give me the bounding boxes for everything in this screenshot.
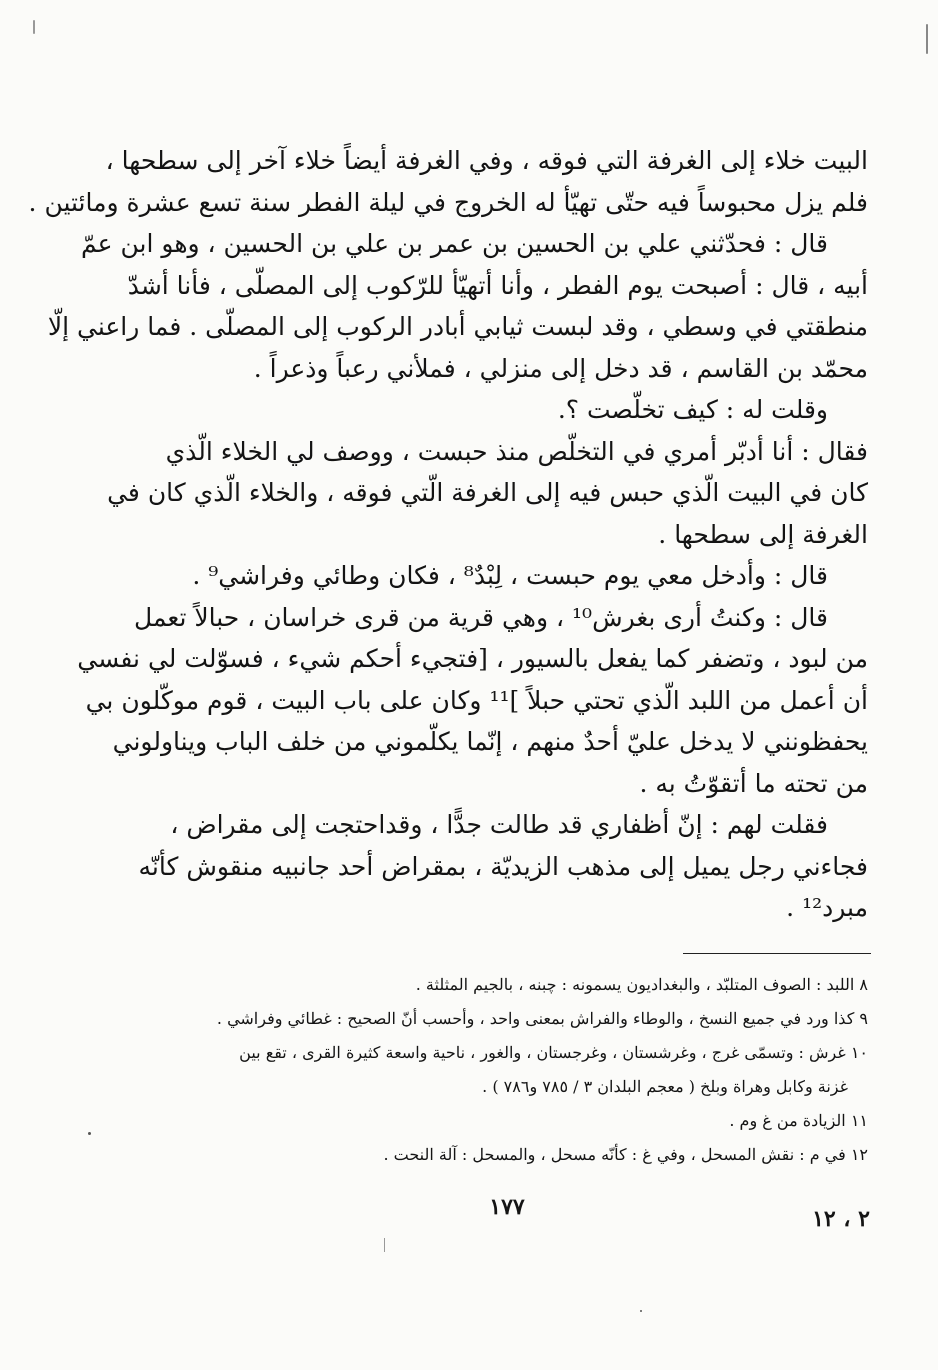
footnote-10: ١٠ غرش : وتسمّى غرج ، وغرشستان ، وغرجستان ، والغور ، ناحية واسعة كثيرة القرى ، تقع بين — [239, 1043, 868, 1062]
text-line-15: يحفظونني لا يدخل عليّ أحدٌ منهم ، إنّما يكلّموني من خلف الباب ويناولوني — [112, 727, 868, 756]
print-signature: ٢ ، ١٢ — [812, 1206, 870, 1232]
text-line-4: أبيه ، قال : أصبحت يوم الفطر ، وأنا أتهيّأ للرّكوب إلى المصلّى ، فأنا أشدّ — [127, 270, 868, 300]
text-line-2: فلم يزل محبوساً فيه حتّى تهيّأ له الخروج في ليلة الفطر سنة تسع عشرة ومائتين . — [28, 187, 868, 217]
text-line-10: الغرفة إلى سطحها . — [658, 519, 868, 549]
text-line-14: أن أعمل من اللبد الّذي تحتي حبلاً ]¹¹ وكان على باب البيت ، قوم موكّلون بي — [85, 685, 868, 715]
text-line-18: فجاءني رجل يميل إلى مذهب الزيديّة ، بمقراض أحد جانبيه منقوش كأنّه — [138, 851, 868, 881]
text-line-3: قال : فحدّثني علي بن الحسين بن عمر بن علي بن الحسين ، وهو ابن عمّ — [81, 229, 828, 258]
footnote-8: ٨ اللبد : الصوف المتلبّد ، والبغداديون يسمونه : چبنه ، بالجيم المثلثة . — [415, 975, 868, 994]
scan-speck — [88, 1132, 91, 1135]
footnote-separator — [683, 953, 871, 954]
page-number: ١٧٧ — [489, 1194, 525, 1220]
scan-speck — [384, 1238, 385, 1252]
text-line-1: البيت خلاء إلى الغرفة التي فوقه ، وفي الغرفة أيضاً خلاء آخر إلى سطحها ، — [105, 146, 868, 175]
text-line-19: مبرد¹² . — [786, 893, 868, 922]
text-line-13: من لبود ، وتضفر كما يفعل بالسيور ، [فتجيء أحكم شيء ، فسوّلت لي نفسي — [77, 644, 868, 673]
text-line-7: وقلت له : كيف تخلّصت ؟. — [557, 395, 828, 424]
footnote-11: ١١ الزيادة من غ وم . — [729, 1111, 868, 1130]
text-line-5: منطقتي في وسطي ، وقد لبست ثيابي أبادر الركوب إلى المصلّى . فما راعني إلّا — [47, 312, 868, 341]
text-line-6: محمّد بن القاسم ، قد دخل إلى منزلي ، فملأني رعباً وذعراً . — [253, 353, 868, 383]
footnote-9: ٩ كذا ورد في جميع النسخ ، والوطاء والفراش بمعنى واحد ، وأحسب أنّ الصحيح : غطائي وفراشي . — [216, 1009, 868, 1028]
footnote-12: ١٢ في م : نقش المسحل ، وفي غ : كأنّه مسحل ، والمسحل : آلة النحت . — [383, 1145, 868, 1164]
text-line-9: كان في البيت الّذي حبس فيه إلى الغرفة الّتي فوقه ، والخلاء الّذي كان في — [107, 478, 868, 507]
text-line-17: فقلت لهم : إنّ أظفاري قد طالت جدًّا ، وقداحتجت إلى مقراض ، — [170, 810, 828, 839]
text-line-11: قال : وأدخل معي يوم حبست ، لِبْدٌ⁸ ، فكان وطائي وفراشي⁹ . — [192, 561, 828, 590]
scan-speck — [33, 20, 35, 34]
text-line-12: قال : وكنتُ أرى بغرش¹⁰ ، وهي قرية من قرى خراسان ، حبالاً تعمل — [134, 602, 828, 632]
text-line-8: فقال : أنا أدبّر أمري في التخلّص منذ حبست ، ووصف لي الخلاء الّذي — [165, 436, 868, 466]
footnotes — [180, 968, 868, 1172]
scan-speck — [926, 24, 928, 54]
scan-speck — [640, 1310, 642, 1312]
text-line-16: من تحته ما أتقوّتُ به . — [639, 768, 868, 798]
footnote-10-continued: غزنة وكابل وهراة وبلخ ( معجم البلدان ٣ / ٧٨٥ و٧٨٦ ) . — [482, 1077, 848, 1096]
main-text — [28, 140, 868, 929]
